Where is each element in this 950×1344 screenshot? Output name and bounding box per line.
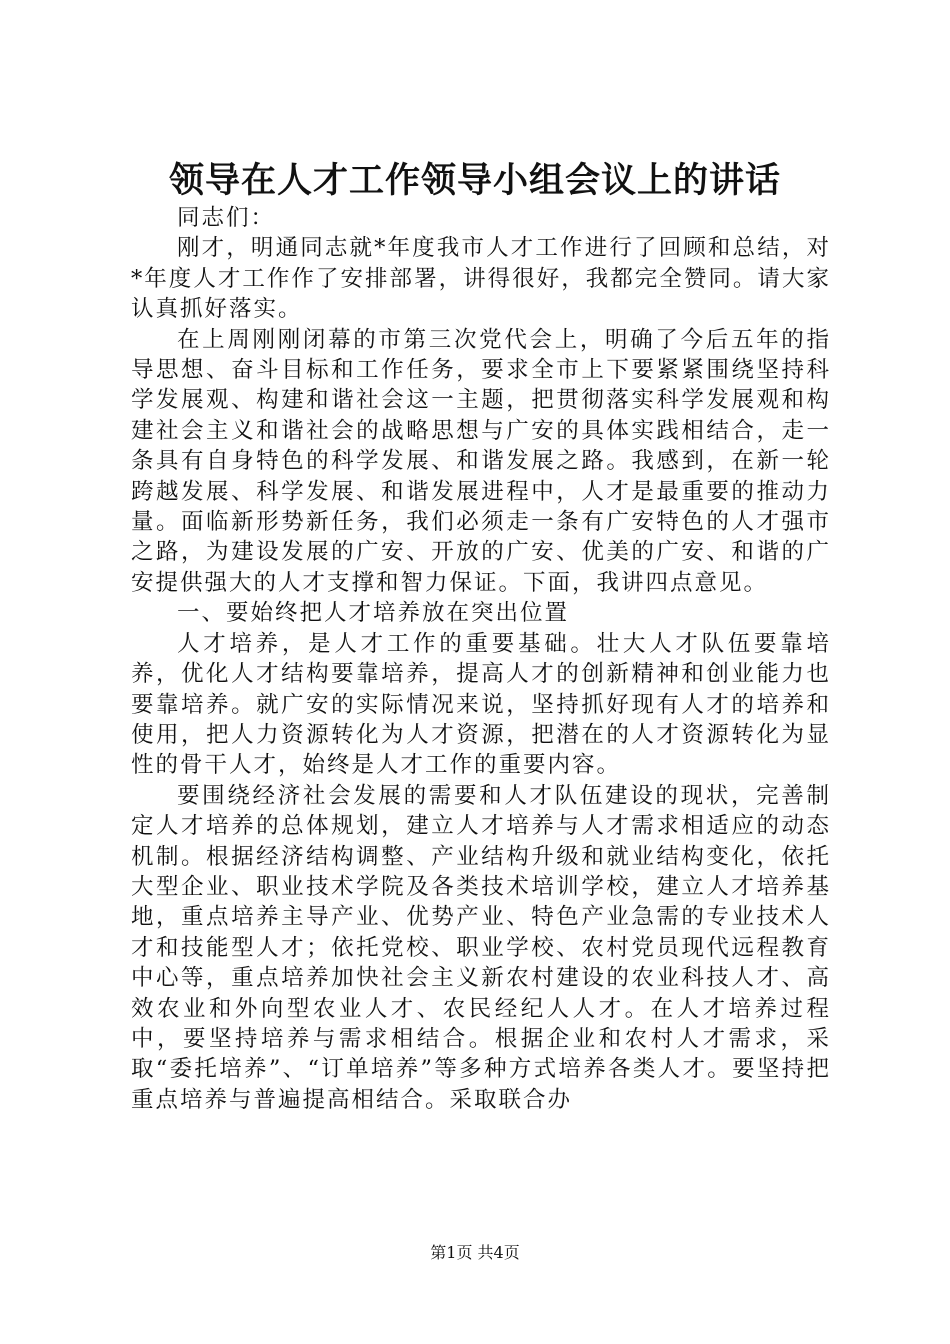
salutation: 同志们：	[177, 205, 276, 231]
paragraph-2: 在上周刚刚闭幕的市第三次党代会上，明确了今后五年的指导思想、奋斗目标和工作任务，要求全市上下要紧紧围绕坚持科学发展观、构建和谐社会这一主题，把贯彻落实科学发展观和构建社会主义和谐社会的战略思想与广安的具体实践相结合，走一条具有自身特色的科学发展、和谐发展之路。我感到，在新一轮跨越发展、科学发展、和谐发展进程中，人才是最重要的推动力量。面临新形势新任务，我们必须走一条有广安特色的人才强市之路，为建设发展的广安、开放的广安、优美的广安、和谐的广安提供强大的人才支撑和智力保证。下面，我讲四点意见。	[131, 326, 831, 596]
paragraph-1: 刚才，明通同志就*年度我市人才工作进行了回顾和总结，对*年度人才工作作了安排部署，讲得很好，我都完全赞同。请大家认真抓好落实。	[131, 235, 831, 323]
document-body	[131, 203, 831, 1115]
paragraph-3: 人才培养，是人才工作的重要基础。壮大人才队伍要靠培养，优化人才结构要靠培养，提高人才的创新精神和创业能力也要靠培养。就广安的实际情况来说，坚持抓好现有人才的培养和使用，把人力资源转化为人才资源，把潜在的人才资源转化为显性的骨干人才，始终是人才工作的重要内容。	[131, 630, 831, 779]
document-title: 领导在人才工作领导小组会议上的讲话	[168, 160, 781, 201]
page-number-footer: 第1页 共4页	[430, 1243, 520, 1262]
section-heading-1: 一、要始终把人才培养放在突出位置	[177, 600, 570, 627]
paragraph-4: 要围绕经济社会发展的需要和人才队伍建设的现状，完善制定人才培养的总体规划，建立人才培养与人才需求相适应的动态机制。根据经济结构调整、产业结构升级和就业结构变化，依托大型企业、职业技术学院及各类技术培训学校，建立人才培养基地，重点培养主导产业、优势产业、特色产业急需的专业技术人才和技能型人才；依托党校、职业学校、农村党员现代远程教育中心等，重点培养加快社会主义新农村建设的农业科技人才、高效农业和外向型农业人才、农民经纪人人才。在人才培养过程中，要坚持培养与需求相结合。根据企业和农村人才需求，采取“委托培养”、“订单培养”等多种方式培养各类人才。要坚持把重点培养与普遍提高相结合。采取联合办	[131, 782, 831, 1113]
